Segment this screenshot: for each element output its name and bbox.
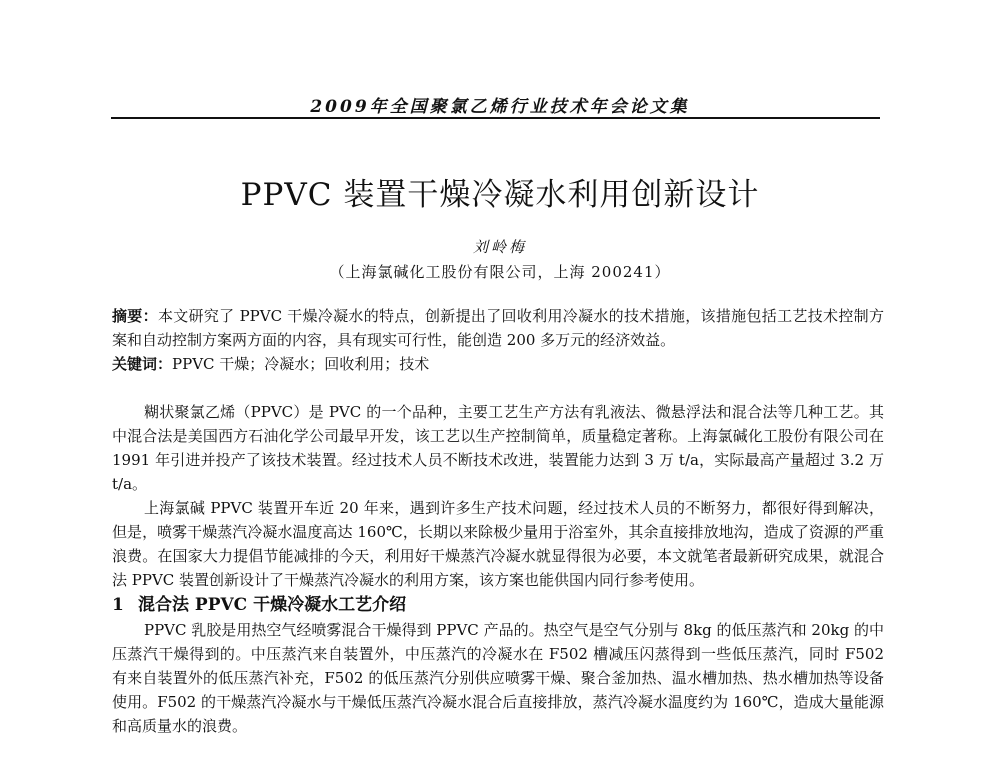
body-paragraph: 糊状聚氯乙烯（PPVC）是 PVC 的一个品种，主要工艺生产方法有乳液法、微悬浮法和混合法等几种工艺。其中混合法是美国西方石油化学公司最早开发，该工艺以生产控制简单，质量稳定著称。上海氯碱化工股份有限公司在 1991 年引进并投产了该技术装置。经过技术人员不断技术改进，装置能力达到 3 万 t/a，实际最高产量超过 3.2 万 t/a。: [112, 403, 884, 493]
section-heading: [112, 592, 884, 618]
running-header: 2009年全国聚氯乙烯行业技术年会论文集: [310, 97, 690, 117]
body-paragraph: PPVC 乳胶是用热空气经喷雾混合干燥得到 PPVC 产品的。热空气是空气分别与 8kg 的低压蒸汽和 20kg 的中压蒸汽干燥得到的。中压蒸汽来自装置外，中压蒸汽的冷凝水在 F502 槽减压闪蒸得到一些低压蒸汽，同时 F502 有来自装置外的低压蒸汽补充，F502 的低压蒸汽分别供应喷雾干燥、聚合釜加热、温水槽加热、热水槽加热等设备使用。F502 的干燥蒸汽冷凝水与干燥低压蒸汽冷凝水混合后直接排放，蒸汽冷凝水温度约为 160℃，造成大量能源和高质量水的浪费。: [112, 621, 884, 735]
keywords-label: 关键词：: [112, 355, 173, 373]
abstract-block: [112, 304, 884, 376]
author-name: 刘岭梅: [472, 238, 527, 256]
keywords-text: PPVC 干燥；冷凝水；回收利用；技术: [172, 355, 430, 373]
abstract-paragraph: [112, 304, 884, 352]
header-rule: [111, 117, 880, 119]
body-paragraph: 上海氯碱 PPVC 装置开车近 20 年来，遇到许多生产技术问题，经过技术人员的不断努力，都很好得到解决，但是，喷雾干燥蒸汽冷凝水温度高达 160℃，长期以来除极少量用于浴室外，其余直接排放地沟，造成了资源的严重浪费。在国家大力提倡节能减排的今天，利用好干燥蒸汽冷凝水就显得很为必要，本文就笔者最新研究成果，就混合法 PPVC 装置创新设计了干燥蒸汽冷凝水的利用方案，该方案也能供国内同行参考使用。: [112, 499, 884, 589]
abstract-text: 本文研究了 PPVC 干燥冷凝水的特点，创新提出了回收利用冷凝水的技术措施，该措施包括工艺技术控制方案和自动控制方案两方面的内容，具有现实可行性，能创造 200 多万元的经济效益。: [112, 307, 884, 349]
body-text: [112, 400, 884, 738]
paper-title: PPVC 装置干燥冷凝水利用创新设计: [240, 177, 760, 213]
keywords-line: [112, 352, 884, 376]
section-title: 混合法 PPVC 干燥冷凝水工艺介绍: [138, 595, 407, 615]
author-affiliation: （上海氯碱化工股份有限公司，上海 200241）: [329, 263, 671, 281]
section-number: 1: [112, 595, 124, 615]
abstract-label: 摘要：: [112, 307, 158, 325]
